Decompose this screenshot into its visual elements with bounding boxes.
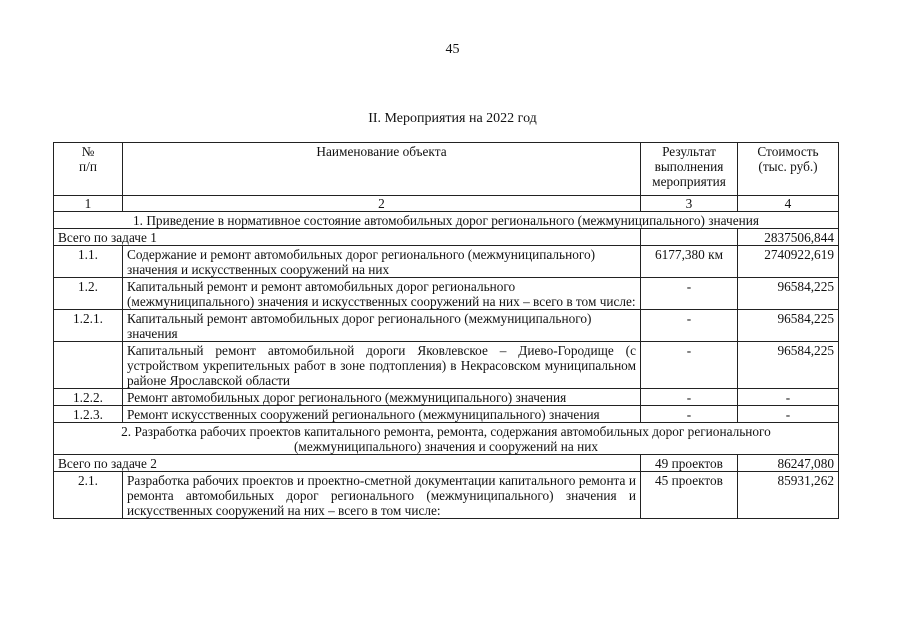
table-row [54,406,839,423]
row-cost: 2740922,619 [738,246,839,278]
table-row [54,246,839,278]
row-name: Капитальный ремонт автомобильных дорог регионального (межмуниципального) значения [123,310,641,342]
row-num: 1.2.2. [54,389,123,406]
section-heading: 1. Приведение в нормативное состояние автомобильных дорог регионального (межмуниципального) значения [54,212,839,229]
table-row [54,342,839,389]
row-result: - [641,406,738,423]
total-cost: 86247,080 [738,455,839,472]
row-cost: - [738,389,839,406]
row-result: 45 проектов [641,472,738,519]
row-num: 1.2.3. [54,406,123,423]
header-name: Наименование объекта [123,143,641,196]
section-heading-row [54,423,839,455]
row-cost: 85931,262 [738,472,839,519]
column-number: 1 [54,196,123,212]
row-num: 1.2.1. [54,310,123,342]
header-cost: Стоимость (тыс. руб.) [738,143,839,196]
section-title: II. Мероприятия на 2022 год [368,111,537,126]
column-number-row [54,196,839,212]
row-name: Ремонт автомобильных дорог регионального (межмуниципального) значения [123,389,641,406]
row-result: - [641,310,738,342]
total-cost: 2837506,844 [738,229,839,246]
column-number: 2 [123,196,641,212]
section-heading-row [54,212,839,229]
column-number: 4 [738,196,839,212]
row-name: Капитальный ремонт и ремонт автомобильных дорог регионального (межмуниципального) значения и искусственных сооружений на них – всего в том числе: [123,278,641,310]
table-row [54,310,839,342]
row-result: - [641,389,738,406]
row-cost: - [738,406,839,423]
column-number: 3 [641,196,738,212]
header-result: Результат выполнения мероприятия [641,143,738,196]
row-name: Разработка рабочих проектов и проектно-сметной документации капитального ремонта и ремонта автомобильных дорог регионального (межмуниципального) значения и искусственных сооружений на них – всего в том числе: [123,472,641,519]
row-num: 2.1. [54,472,123,519]
row-cost: 96584,225 [738,310,839,342]
section-heading: 2. Разработка рабочих проектов капитального ремонта, ремонта, содержания автомобильных дорог регионального (межмуниципального) значения и сооружений на них [54,423,839,455]
table-row [54,389,839,406]
page-number: 45 [445,42,460,57]
row-result: 6177,380 км [641,246,738,278]
row-name: Капитальный ремонт автомобильной дороги Яковлевское – Диево-Городище (с устройством укрепительных работ в зоне подтопления) в Некрасовском муниципальном районе Ярославской области [123,342,641,389]
table-row [54,278,839,310]
row-name: Содержание и ремонт автомобильных дорог регионального (межмуниципального) значения и искусственных сооружений на них [123,246,641,278]
table-row [54,472,839,519]
row-result: - [641,278,738,310]
total-label: Всего по задаче 1 [54,229,641,246]
row-num [54,342,123,389]
header-num: № п/п [54,143,123,196]
events-table [53,142,839,519]
row-cost: 96584,225 [738,278,839,310]
row-result: - [641,342,738,389]
total-result: 49 проектов [641,455,738,472]
row-cost: 96584,225 [738,342,839,389]
total-row [54,455,839,472]
total-row [54,229,839,246]
table-header-row [54,143,839,196]
row-num: 1.1. [54,246,123,278]
total-label: Всего по задаче 2 [54,455,641,472]
row-num: 1.2. [54,278,123,310]
total-result [641,229,738,246]
row-name: Ремонт искусственных сооружений регионального (межмуниципального) значения [123,406,641,423]
